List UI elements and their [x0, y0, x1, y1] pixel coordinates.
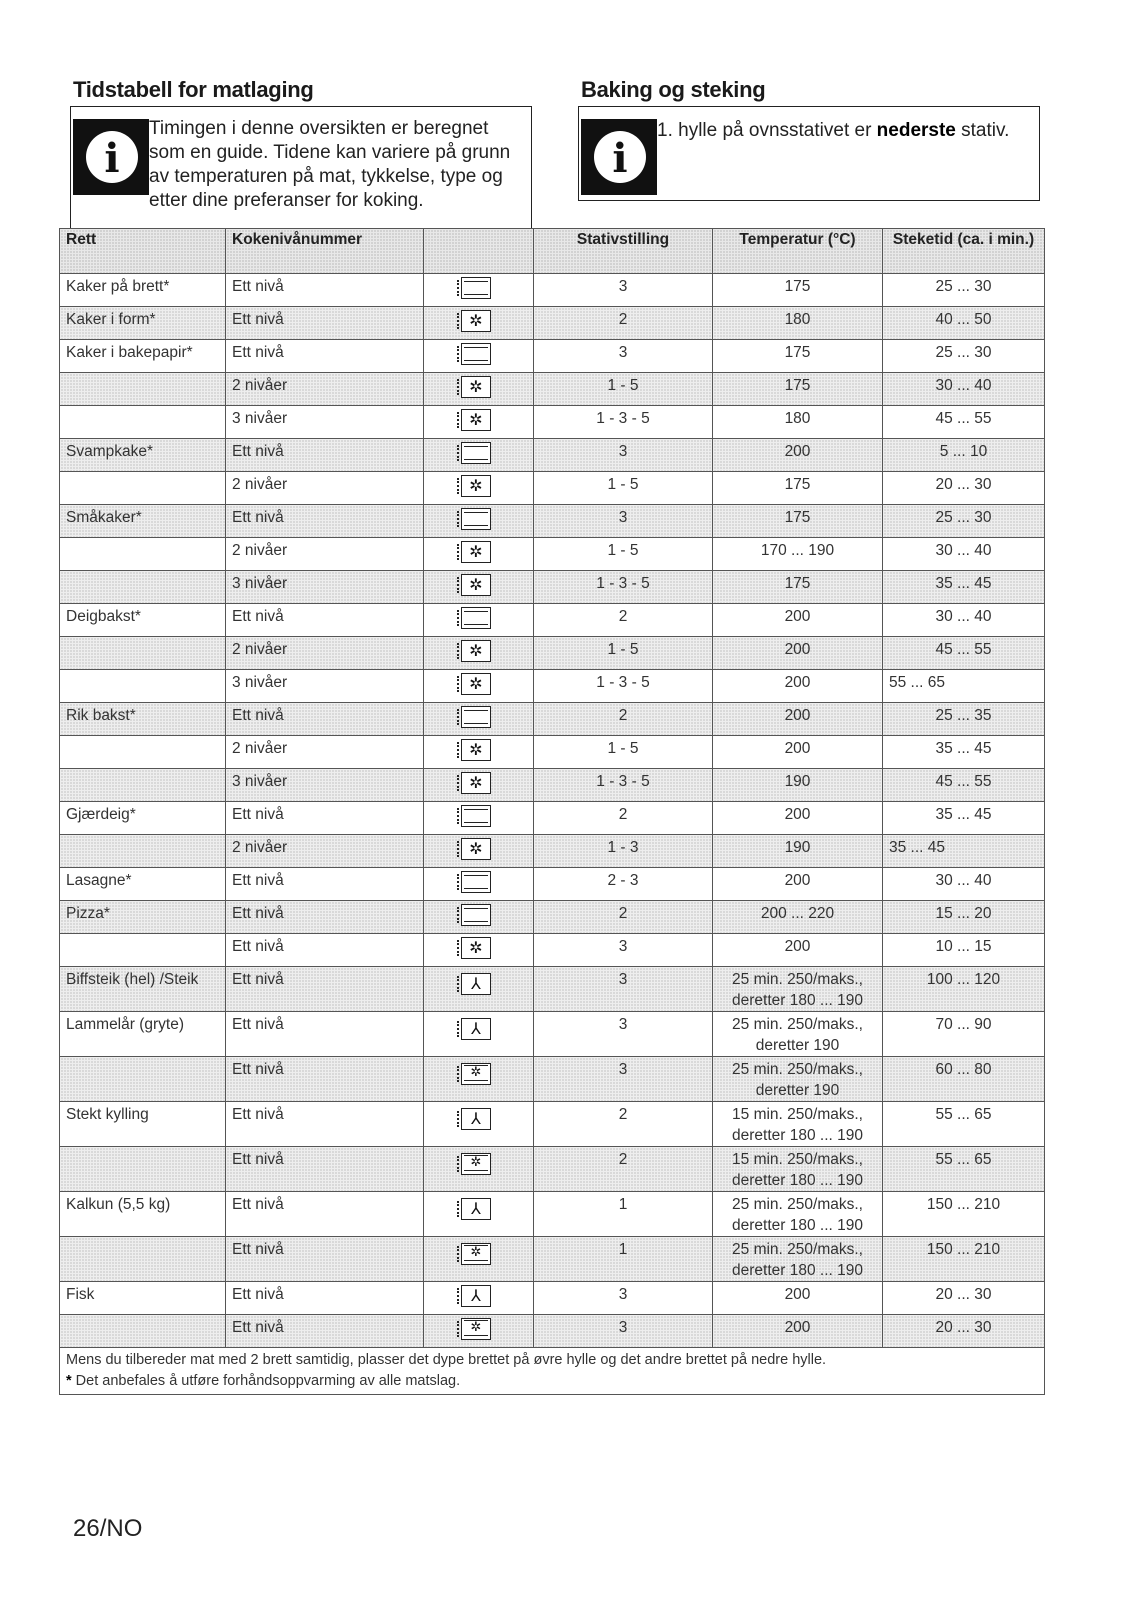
mode-cell — [424, 538, 534, 571]
shelf-cell: 1 - 5 — [534, 373, 713, 406]
tray-placement-note: Mens du tilbereder mat med 2 brett samtidig, plasser det dype brettet på øvre hylle og det andre brettet på nedre hylle. — [66, 1352, 827, 1368]
temp-cell: 25 min. 250/maks., deretter 180 ... 190 — [713, 967, 883, 1012]
table-row — [60, 1237, 1045, 1282]
header-level: Kokenivånummer — [226, 229, 424, 274]
mode-cell — [424, 835, 534, 868]
dish-cell — [60, 637, 226, 670]
shelf-cell: 1 - 3 - 5 — [534, 670, 713, 703]
time-cell: 5 ... 10 — [883, 439, 1045, 472]
shelf-cell: 3 — [534, 1315, 713, 1348]
fan-heat-icon: ✲ — [461, 310, 491, 332]
header-dish: Rett — [60, 229, 226, 274]
dish-cell — [60, 835, 226, 868]
level-cell: Ett nivå — [226, 1102, 424, 1147]
mode-cell — [424, 439, 534, 472]
shelf-cell: 3 — [534, 1282, 713, 1315]
level-cell: 2 nivåer — [226, 538, 424, 571]
temp-cell: 190 — [713, 835, 883, 868]
table-row — [60, 373, 1045, 406]
mode-cell — [424, 307, 534, 340]
temp-cell: 200 ... 220 — [713, 901, 883, 934]
temp-cell: 15 min. 250/maks., deretter 180 ... 190 — [713, 1147, 883, 1192]
level-cell: 2 nivåer — [226, 835, 424, 868]
mode-cell — [424, 505, 534, 538]
temp-cell: 25 min. 250/maks., deretter 180 ... 190 — [713, 1237, 883, 1282]
level-cell: Ett nivå — [226, 1315, 424, 1348]
header-shelf: Stativstilling — [534, 229, 713, 274]
table-row — [60, 406, 1045, 439]
time-cell: 70 ... 90 — [883, 1012, 1045, 1057]
mode-cell — [424, 1012, 534, 1057]
fan-heat-icon: ✲ — [461, 640, 491, 662]
dish-cell — [60, 1315, 226, 1348]
mode-cell — [424, 373, 534, 406]
level-cell: Ett nivå — [226, 901, 424, 934]
dish-cell: Fisk — [60, 1282, 226, 1315]
dish-cell — [60, 769, 226, 802]
cooking-times-heading: Tidstabell for matlaging — [73, 77, 314, 102]
dish-cell: Lasagne* — [60, 868, 226, 901]
time-cell: 150 ... 210 — [883, 1237, 1045, 1282]
table-row — [60, 901, 1045, 934]
temp-cell: 25 min. 250/maks., deretter 180 ... 190 — [713, 1192, 883, 1237]
table-row — [60, 1282, 1045, 1315]
header-time: Steketid (ca. i min.) — [883, 229, 1045, 274]
level-cell: Ett nivå — [226, 1192, 424, 1237]
temp-cell: 175 — [713, 571, 883, 604]
dish-cell: Lammelår (gryte) — [60, 1012, 226, 1057]
time-cell: 100 ... 120 — [883, 967, 1045, 1012]
time-cell: 35 ... 45 — [883, 571, 1045, 604]
table-row — [60, 274, 1045, 307]
mode-cell — [424, 901, 534, 934]
shelf-cell: 1 - 3 - 5 — [534, 406, 713, 439]
time-cell: 45 ... 55 — [883, 406, 1045, 439]
dish-cell — [60, 670, 226, 703]
shelf-cell: 1 - 3 - 5 — [534, 571, 713, 604]
mode-cell — [424, 1315, 534, 1348]
bottom-shelf-emphasis: nederste — [876, 120, 956, 141]
shelf-cell: 2 — [534, 1102, 713, 1147]
mode-cell — [424, 1057, 534, 1102]
temp-cell: 200 — [713, 1282, 883, 1315]
time-cell: 45 ... 55 — [883, 637, 1045, 670]
dish-cell — [60, 373, 226, 406]
time-cell: 60 ... 80 — [883, 1057, 1045, 1102]
table-row — [60, 769, 1045, 802]
shelf-cell: 1 - 5 — [534, 736, 713, 769]
time-cell: 150 ... 210 — [883, 1192, 1045, 1237]
shelf-cell: 3 — [534, 340, 713, 373]
mode-cell — [424, 637, 534, 670]
table-row — [60, 703, 1045, 736]
mode-cell — [424, 736, 534, 769]
grill-fan-heat-icon: ✲ — [461, 1063, 491, 1085]
dish-cell — [60, 538, 226, 571]
time-cell: 30 ... 40 — [883, 604, 1045, 637]
table-header-row — [60, 229, 1045, 274]
table-row — [60, 1315, 1045, 1348]
temp-cell: 25 min. 250/maks., deretter 190 — [713, 1012, 883, 1057]
dish-cell — [60, 1147, 226, 1192]
shelf-cell: 2 — [534, 307, 713, 340]
level-cell: Ett nivå — [226, 1147, 424, 1192]
top-bottom-heat-icon — [461, 277, 491, 299]
level-cell: 2 nivåer — [226, 472, 424, 505]
info-icon: i — [581, 119, 657, 195]
table-row — [60, 1192, 1045, 1237]
grill-fan-icon: ⅄ — [461, 1108, 491, 1130]
dish-cell — [60, 1057, 226, 1102]
dish-cell — [60, 406, 226, 439]
mode-cell — [424, 670, 534, 703]
dish-cell: Biffsteik (hel) /Steik — [60, 967, 226, 1012]
mode-cell — [424, 1192, 534, 1237]
shelf-cell: 3 — [534, 274, 713, 307]
shelf-cell: 2 — [534, 901, 713, 934]
level-cell: 3 nivåer — [226, 769, 424, 802]
baking-info-text: 1. hylle på ovnsstativet er nederste stativ. — [657, 120, 1010, 141]
level-cell: Ett nivå — [226, 439, 424, 472]
fan-heat-icon: ✲ — [461, 475, 491, 497]
table-row — [60, 1012, 1045, 1057]
temp-cell: 200 — [713, 1315, 883, 1348]
temp-cell: 200 — [713, 439, 883, 472]
grill-fan-heat-icon: ✲ — [461, 1318, 491, 1340]
level-cell: 3 nivåer — [226, 406, 424, 439]
table-row — [60, 1147, 1045, 1192]
top-bottom-heat-icon — [461, 805, 491, 827]
level-cell: Ett nivå — [226, 1237, 424, 1282]
table-row — [60, 670, 1045, 703]
fan-heat-icon: ✲ — [461, 739, 491, 761]
cooking-table — [59, 228, 1045, 1395]
dish-cell — [60, 571, 226, 604]
table-row — [60, 1102, 1045, 1147]
level-cell: Ett nivå — [226, 1057, 424, 1102]
page-number: 26/NO — [73, 1515, 143, 1542]
table-row — [60, 967, 1045, 1012]
mode-cell — [424, 472, 534, 505]
dish-cell: Småkaker* — [60, 505, 226, 538]
mode-cell — [424, 1147, 534, 1192]
temp-cell: 200 — [713, 868, 883, 901]
dish-cell: Pizza* — [60, 901, 226, 934]
mode-cell — [424, 604, 534, 637]
temp-cell: 180 — [713, 307, 883, 340]
temp-cell: 200 — [713, 802, 883, 835]
level-cell: Ett nivå — [226, 703, 424, 736]
temp-cell: 200 — [713, 934, 883, 967]
grill-fan-icon: ⅄ — [461, 973, 491, 995]
temp-cell: 25 min. 250/maks., deretter 190 — [713, 1057, 883, 1102]
grill-fan-icon: ⅄ — [461, 1198, 491, 1220]
table-row — [60, 340, 1045, 373]
time-cell: 55 ... 65 — [883, 670, 1045, 703]
level-cell: Ett nivå — [226, 340, 424, 373]
temp-cell: 190 — [713, 769, 883, 802]
level-cell: Ett nivå — [226, 274, 424, 307]
table-row — [60, 637, 1045, 670]
temp-cell: 175 — [713, 274, 883, 307]
shelf-cell: 3 — [534, 1057, 713, 1102]
shelf-cell: 3 — [534, 439, 713, 472]
shelf-cell: 1 — [534, 1192, 713, 1237]
temp-cell: 170 ... 190 — [713, 538, 883, 571]
dish-cell: Stekt kylling — [60, 1102, 226, 1147]
shelf-cell: 2 — [534, 604, 713, 637]
mode-cell — [424, 802, 534, 835]
baking-heading: Baking og steking — [581, 77, 766, 102]
dish-cell: Kalkun (5,5 kg) — [60, 1192, 226, 1237]
table-row — [60, 538, 1045, 571]
fan-heat-icon: ✲ — [461, 838, 491, 860]
level-cell: Ett nivå — [226, 934, 424, 967]
time-cell: 25 ... 35 — [883, 703, 1045, 736]
temp-cell: 175 — [713, 373, 883, 406]
dish-cell: Rik bakst* — [60, 703, 226, 736]
shelf-cell: 1 - 3 - 5 — [534, 769, 713, 802]
mode-cell — [424, 1282, 534, 1315]
time-cell: 30 ... 40 — [883, 868, 1045, 901]
mode-cell — [424, 274, 534, 307]
level-cell: Ett nivå — [226, 967, 424, 1012]
fan-heat-icon: ✲ — [461, 772, 491, 794]
temp-cell: 200 — [713, 637, 883, 670]
shelf-cell: 2 - 3 — [534, 868, 713, 901]
dish-cell: Gjærdeig* — [60, 802, 226, 835]
level-cell: Ett nivå — [226, 307, 424, 340]
top-bottom-heat-icon — [461, 871, 491, 893]
level-cell: Ett nivå — [226, 604, 424, 637]
top-bottom-heat-icon — [461, 343, 491, 365]
top-bottom-heat-icon — [461, 904, 491, 926]
top-bottom-heat-icon — [461, 442, 491, 464]
level-cell: Ett nivå — [226, 802, 424, 835]
table-row — [60, 604, 1045, 637]
table-row — [60, 307, 1045, 340]
level-cell: 2 nivåer — [226, 736, 424, 769]
level-cell: Ett nivå — [226, 1012, 424, 1057]
time-cell: 30 ... 40 — [883, 538, 1045, 571]
time-cell: 35 ... 45 — [883, 736, 1045, 769]
level-cell: 3 nivåer — [226, 670, 424, 703]
dish-cell: Kaker på brett* — [60, 274, 226, 307]
shelf-cell: 1 - 5 — [534, 637, 713, 670]
preheat-note: * Det anbefales å utføre forhåndsoppvarming av alle matslag. — [66, 1373, 461, 1389]
dish-cell: Svampkake* — [60, 439, 226, 472]
mode-cell — [424, 868, 534, 901]
table-row — [60, 505, 1045, 538]
time-cell: 35 ... 45 — [883, 835, 1045, 868]
dish-cell — [60, 736, 226, 769]
level-cell: 2 nivåer — [226, 373, 424, 406]
time-cell: 55 ... 65 — [883, 1102, 1045, 1147]
info-icon: i — [73, 119, 149, 195]
shelf-cell: 2 — [534, 802, 713, 835]
top-bottom-heat-icon — [461, 508, 491, 530]
fan-heat-icon: ✲ — [461, 409, 491, 431]
level-cell: Ett nivå — [226, 868, 424, 901]
temp-cell: 175 — [713, 472, 883, 505]
cooking-times-info-box — [70, 106, 532, 229]
mode-cell — [424, 1237, 534, 1282]
mode-cell — [424, 1102, 534, 1147]
dish-cell: Kaker i bakepapir* — [60, 340, 226, 373]
table-row — [60, 1057, 1045, 1102]
temp-cell: 200 — [713, 670, 883, 703]
table-row — [60, 439, 1045, 472]
shelf-cell: 3 — [534, 967, 713, 1012]
mode-cell — [424, 769, 534, 802]
time-cell: 10 ... 15 — [883, 934, 1045, 967]
dish-cell — [60, 1237, 226, 1282]
level-cell: 2 nivåer — [226, 637, 424, 670]
level-cell: Ett nivå — [226, 505, 424, 538]
table-row — [60, 802, 1045, 835]
fan-heat-icon: ✲ — [461, 937, 491, 959]
grill-fan-heat-icon: ✲ — [461, 1153, 491, 1175]
table-footer-row — [60, 1348, 1045, 1395]
time-cell: 25 ... 30 — [883, 340, 1045, 373]
level-cell: Ett nivå — [226, 1282, 424, 1315]
table-row — [60, 736, 1045, 769]
dish-cell — [60, 934, 226, 967]
mode-cell — [424, 340, 534, 373]
table-row — [60, 835, 1045, 868]
time-cell: 20 ... 30 — [883, 472, 1045, 505]
shelf-cell: 3 — [534, 505, 713, 538]
time-cell: 20 ... 30 — [883, 1315, 1045, 1348]
time-cell: 55 ... 65 — [883, 1147, 1045, 1192]
shelf-cell: 3 — [534, 934, 713, 967]
table-row — [60, 472, 1045, 505]
time-cell: 25 ... 30 — [883, 274, 1045, 307]
temp-cell: 200 — [713, 736, 883, 769]
mode-cell — [424, 571, 534, 604]
fan-heat-icon: ✲ — [461, 673, 491, 695]
temp-cell: 200 — [713, 604, 883, 637]
header-temp: Temperatur (°C) — [713, 229, 883, 274]
top-bottom-heat-icon — [461, 706, 491, 728]
fan-heat-icon: ✲ — [461, 574, 491, 596]
shelf-cell: 2 — [534, 1147, 713, 1192]
temp-cell: 175 — [713, 505, 883, 538]
time-cell: 25 ... 30 — [883, 505, 1045, 538]
grill-fan-icon: ⅄ — [461, 1018, 491, 1040]
shelf-cell: 3 — [534, 1012, 713, 1057]
time-cell: 30 ... 40 — [883, 373, 1045, 406]
mode-cell — [424, 703, 534, 736]
header-mode — [424, 229, 534, 274]
shelf-cell: 1 — [534, 1237, 713, 1282]
mode-cell — [424, 934, 534, 967]
grill-fan-icon: ⅄ — [461, 1285, 491, 1307]
table-footnote — [60, 1348, 1045, 1395]
table-row — [60, 868, 1045, 901]
cooking-times-info-text: Timingen i denne oversikten er beregnet som en guide. Tidene kan variere på grunn av temperaturen på mat, tykkelse, type og etter dine preferanser for koking. — [149, 118, 511, 211]
time-cell: 35 ... 45 — [883, 802, 1045, 835]
temp-cell: 175 — [713, 340, 883, 373]
dish-cell — [60, 472, 226, 505]
temp-cell: 15 min. 250/maks., deretter 180 ... 190 — [713, 1102, 883, 1147]
table-row — [60, 934, 1045, 967]
table-row — [60, 571, 1045, 604]
mode-cell — [424, 406, 534, 439]
time-cell: 45 ... 55 — [883, 769, 1045, 802]
time-cell: 40 ... 50 — [883, 307, 1045, 340]
baking-info-box — [578, 106, 1040, 201]
shelf-cell: 2 — [534, 703, 713, 736]
dish-cell: Kaker i form* — [60, 307, 226, 340]
temp-cell: 180 — [713, 406, 883, 439]
shelf-cell: 1 - 3 — [534, 835, 713, 868]
shelf-cell: 1 - 5 — [534, 538, 713, 571]
grill-fan-heat-icon: ✲ — [461, 1243, 491, 1265]
fan-heat-icon: ✲ — [461, 376, 491, 398]
level-cell: 3 nivåer — [226, 571, 424, 604]
top-bottom-heat-icon — [461, 607, 491, 629]
fan-heat-icon: ✲ — [461, 541, 491, 563]
time-cell: 15 ... 20 — [883, 901, 1045, 934]
temp-cell: 200 — [713, 703, 883, 736]
shelf-cell: 1 - 5 — [534, 472, 713, 505]
dish-cell: Deigbakst* — [60, 604, 226, 637]
time-cell: 20 ... 30 — [883, 1282, 1045, 1315]
mode-cell — [424, 967, 534, 1012]
